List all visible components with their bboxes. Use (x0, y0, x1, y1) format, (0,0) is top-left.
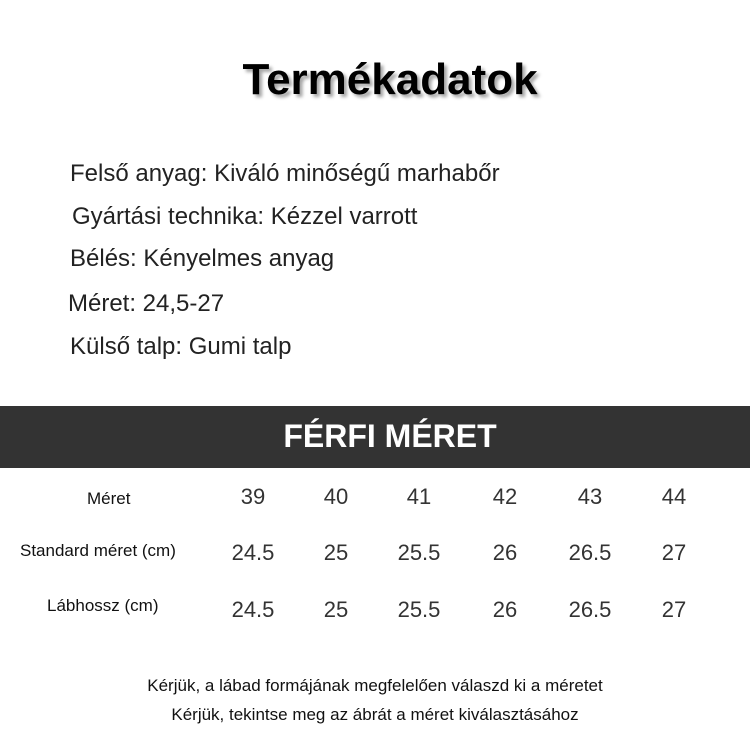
size-cell: 40 (323, 484, 349, 509)
size-cell: 42 (492, 484, 518, 509)
size-cell: 39 (240, 484, 266, 509)
size-cell: 44 (661, 484, 687, 509)
foot-length-cell: 24.5 (231, 597, 275, 622)
row-label-foot-length: Lábhossz (cm) (47, 596, 159, 615)
size-cell: 41 (406, 484, 432, 509)
spec-manufacturing: Gyártási technika: Kézzel varrott (72, 203, 418, 230)
standard-size-cell: 25 (323, 540, 349, 565)
standard-size-cell: 26.5 (568, 540, 612, 565)
foot-length-cell: 25 (323, 597, 349, 622)
spec-upper-material: Felső anyag: Kiváló minőségű marhabőr (70, 160, 500, 187)
standard-size-cell: 26 (492, 540, 518, 565)
foot-length-cell: 25.5 (397, 597, 441, 622)
note-see-chart: Kérjük, tekintse meg az ábrát a méret kiválasztásához (171, 705, 579, 724)
foot-length-cell: 26 (492, 597, 518, 622)
page-title: Termékadatok (242, 55, 538, 104)
row-label-size: Méret (87, 489, 131, 508)
size-cell: 43 (577, 484, 603, 509)
note-foot-shape: Kérjük, a lábad formájának megfelelően válaszd ki a méretet (147, 676, 603, 695)
size-section-heading: FÉRFI MÉRET (283, 418, 497, 454)
spec-lining: Bélés: Kényelmes anyag (70, 245, 335, 272)
standard-size-cell: 24.5 (231, 540, 275, 565)
spec-size: Méret: 24,5-27 (68, 290, 225, 317)
standard-size-cell: 27 (661, 540, 687, 565)
spec-outsole: Külső talp: Gumi talp (70, 333, 292, 360)
foot-length-cell: 26.5 (568, 597, 612, 622)
row-label-standard-size: Standard méret (cm) (20, 541, 176, 560)
standard-size-cell: 25.5 (397, 540, 441, 565)
foot-length-cell: 27 (661, 597, 687, 622)
